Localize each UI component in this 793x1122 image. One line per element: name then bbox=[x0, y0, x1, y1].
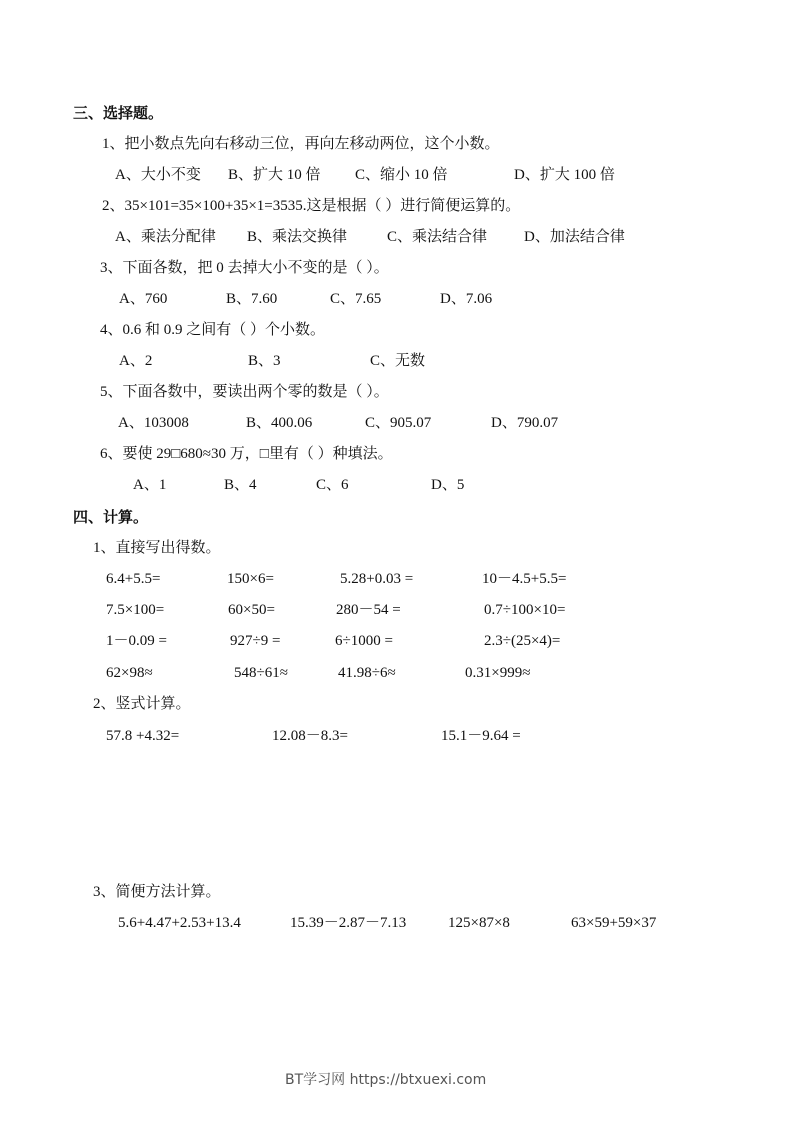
question-3-stem: 3、下面各数，把 0 去掉大小不变的是（ ）。 bbox=[100, 260, 389, 276]
calc-cell: 150×6= bbox=[227, 571, 274, 587]
calc-cell: 0.7÷100×10= bbox=[484, 602, 566, 618]
simplify-item: 125×87×8 bbox=[448, 915, 510, 931]
calc-cell: 6.4+5.5= bbox=[106, 571, 161, 587]
calc-cell: 10－4.5+5.5= bbox=[482, 571, 567, 587]
section-title-choice: 三、选择题。 bbox=[73, 104, 164, 122]
q6-option-c: C、6 bbox=[316, 477, 349, 493]
section-title-calc: 四、计算。 bbox=[73, 508, 149, 526]
question-4-stem: 4、0.6 和 0.9 之间有（ ）个小数。 bbox=[100, 322, 326, 338]
q6-option-d: D、5 bbox=[431, 477, 465, 493]
part3-title: 3、简便方法计算。 bbox=[93, 884, 221, 900]
vertical-calc-item: 57.8 +4.32= bbox=[106, 728, 180, 744]
simplify-item: 15.39－2.87－7.13 bbox=[290, 915, 407, 931]
calc-cell: 60×50= bbox=[228, 602, 275, 618]
calc-cell: 548÷61≈ bbox=[234, 665, 288, 681]
calc-cell: 0.31×999≈ bbox=[465, 665, 531, 681]
simplify-item: 5.6+4.47+2.53+13.4 bbox=[118, 915, 241, 931]
q4-option-b: B、3 bbox=[248, 353, 281, 369]
calc-cell: 62×98≈ bbox=[106, 665, 153, 681]
question-2-stem: 2、35×101=35×100+35×1=3535.这是根据（ ）进行简便运算的。 bbox=[102, 198, 521, 214]
q6-option-b: B、4 bbox=[224, 477, 257, 493]
question-1-stem: 1、把小数点先向右移动三位，再向左移动两位，这个小数。 bbox=[102, 136, 500, 152]
q3-option-a: A、760 bbox=[119, 291, 168, 307]
calc-cell: 927÷9 = bbox=[230, 633, 281, 649]
calc-cell: 280－54 = bbox=[336, 602, 401, 618]
q2-option-b: B、乘法交换律 bbox=[247, 229, 348, 245]
calc-cell: 7.5×100= bbox=[106, 602, 165, 618]
calc-cell: 2.3÷(25×4)= bbox=[484, 633, 561, 649]
question-5-stem: 5、下面各数中，要读出两个零的数是（ ）。 bbox=[100, 384, 389, 400]
calc-cell: 6÷1000 = bbox=[335, 633, 393, 649]
q3-option-c: C、7.65 bbox=[330, 291, 382, 307]
question-6-stem: 6、要使 29□680≈30 万，□里有（ ）种填法。 bbox=[100, 446, 393, 462]
q5-option-d: D、790.07 bbox=[491, 415, 559, 431]
q2-option-c: C、乘法结合律 bbox=[387, 229, 488, 245]
simplify-item: 63×59+59×37 bbox=[571, 915, 657, 931]
q1-option-b: B、扩大 10 倍 bbox=[228, 167, 321, 183]
calc-cell: 5.28+0.03 = bbox=[340, 571, 414, 587]
part1-title: 1、直接写出得数。 bbox=[93, 540, 221, 556]
part2-title: 2、竖式计算。 bbox=[93, 696, 191, 712]
q5-option-b: B、400.06 bbox=[246, 415, 313, 431]
calc-cell: 41.98÷6≈ bbox=[338, 665, 396, 681]
q1-option-c: C、缩小 10 倍 bbox=[355, 167, 448, 183]
q2-option-d: D、加法结合律 bbox=[524, 229, 625, 245]
q4-option-c: C、无数 bbox=[370, 353, 426, 369]
q1-option-a: A、大小不变 bbox=[115, 167, 201, 183]
q3-option-d: D、7.06 bbox=[440, 291, 493, 307]
q4-option-a: A、2 bbox=[119, 353, 153, 369]
q1-option-d: D、扩大 100 倍 bbox=[514, 167, 615, 183]
vertical-calc-item: 12.08－8.3= bbox=[272, 728, 348, 744]
q5-option-c: C、905.07 bbox=[365, 415, 432, 431]
q6-option-a: A、1 bbox=[133, 477, 167, 493]
calc-cell: 1－0.09 = bbox=[106, 633, 167, 649]
q5-option-a: A、103008 bbox=[118, 415, 189, 431]
footer-watermark: BT学习网 https://btxuexi.com bbox=[285, 1072, 487, 1088]
q3-option-b: B、7.60 bbox=[226, 291, 278, 307]
q2-option-a: A、乘法分配律 bbox=[115, 229, 216, 245]
vertical-calc-item: 15.1－9.64 = bbox=[441, 728, 521, 744]
